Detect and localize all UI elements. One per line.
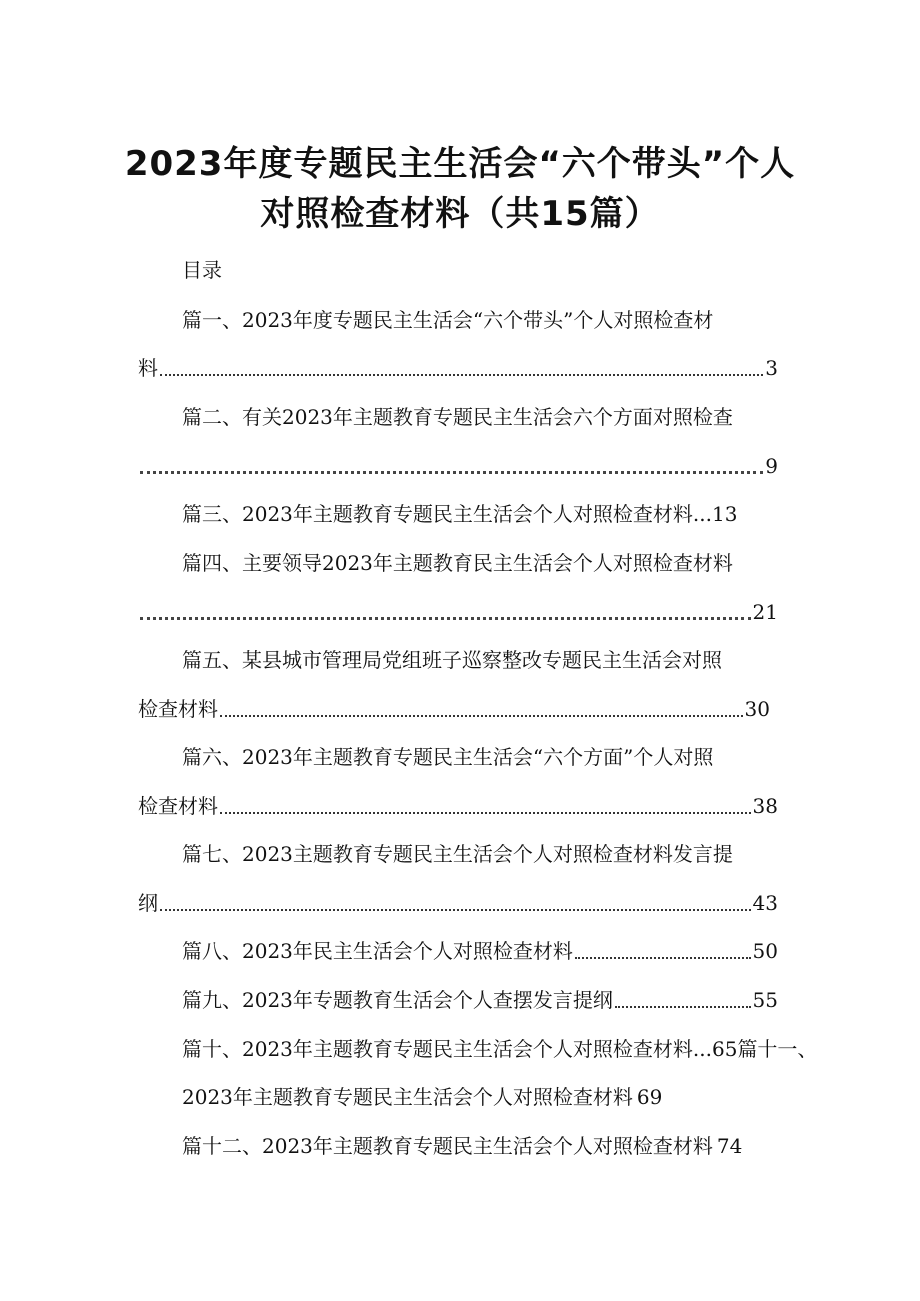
toc-entry-10[interactable]: 篇十、2023年主题教育专题民主生活会个人对照检查材料 ... 65 篇十一、 xyxy=(182,1037,818,1061)
toc-page-number: 55 xyxy=(752,988,778,1012)
toc-page-number: 50 xyxy=(752,939,778,963)
toc-page-number: 30 xyxy=(744,697,770,721)
toc-entry-9[interactable]: 篇九、2023年专题教育生活会个人查摆发言提纲 55 xyxy=(182,988,778,1012)
toc-leader xyxy=(160,370,763,376)
toc-entry-2-line2[interactable] xyxy=(138,454,778,478)
toc-entry-5-line2[interactable]: 检查材料 30 xyxy=(138,697,770,721)
toc-page-number: 43 xyxy=(752,891,778,915)
toc-entry-12[interactable]: 篇十二、2023年主题教育专题民主生活会个人对照检查材料 74 xyxy=(182,1134,743,1158)
toc-leader xyxy=(160,905,751,911)
toc-leader xyxy=(140,613,751,620)
toc-entry-6-line2[interactable]: 检查材料 38 xyxy=(138,794,778,818)
toc-page-number: 65 xyxy=(711,1037,738,1061)
toc-page-number: 9 xyxy=(765,454,778,478)
toc-leader xyxy=(140,467,763,474)
toc-leader xyxy=(220,711,743,717)
toc-entry-4-line1[interactable]: 篇四、主要领导2023年主题教育民主生活会个人对照检查材料 xyxy=(182,551,733,575)
toc-entry-4-line2[interactable] xyxy=(138,600,778,624)
toc-heading-text: 目录 xyxy=(182,258,222,282)
toc-entry-1-line2[interactable]: 料 3 xyxy=(138,356,778,380)
toc-entry-3[interactable]: 篇三、2023年主题教育专题民主生活会个人对照检查材料 ... 13 xyxy=(182,502,738,526)
toc-entry-6-line1[interactable]: 篇六、2023年主题教育专题民主生活会“六个方面”个人对照 xyxy=(182,745,714,769)
toc-page-number: 38 xyxy=(752,794,778,818)
toc-page-number: 3 xyxy=(765,356,778,380)
toc-page-number: 13 xyxy=(711,502,738,526)
toc-page-number: 74 xyxy=(716,1134,743,1158)
toc-entry-8[interactable]: 篇八、2023年民主生活会个人对照检查材料 50 xyxy=(182,939,778,963)
toc-heading xyxy=(182,258,222,282)
toc-leader: ... xyxy=(692,502,712,526)
document-title-line-2: 对照检查材料（共15篇） xyxy=(260,194,660,234)
toc-page-number: 21 xyxy=(752,600,778,624)
toc-page-number: 69 xyxy=(636,1085,663,1109)
toc-entry-11-prefix: 篇十一、 xyxy=(737,1037,818,1061)
toc-entry-11[interactable]: 2023年主题教育专题民主生活会个人对照检查材料 69 xyxy=(182,1085,663,1109)
toc-entry-2-line1[interactable]: 篇二、有关2023年主题教育专题民主生活会六个方面对照检查 xyxy=(182,405,733,429)
document-title-line-1: 2023年度专题民主生活会“六个带头”个人 xyxy=(124,144,796,184)
toc-entry-7-line2[interactable]: 纲 43 xyxy=(138,891,778,915)
toc-leader: ... xyxy=(692,1037,712,1061)
toc-entry-1-line1[interactable]: 篇一、2023年度专题民主生活会“六个带头”个人对照检查材 xyxy=(182,308,714,332)
toc-leader xyxy=(615,1002,751,1008)
toc-entry-5-line1[interactable]: 篇五、某县城市管理局党组班子巡察整改专题民主生活会对照 xyxy=(182,648,722,672)
toc-entry-7-line1[interactable]: 篇七、2023主题教育专题民主生活会个人对照检查材料发言提 xyxy=(182,842,733,866)
toc-leader xyxy=(575,953,751,959)
toc-leader xyxy=(220,808,751,814)
